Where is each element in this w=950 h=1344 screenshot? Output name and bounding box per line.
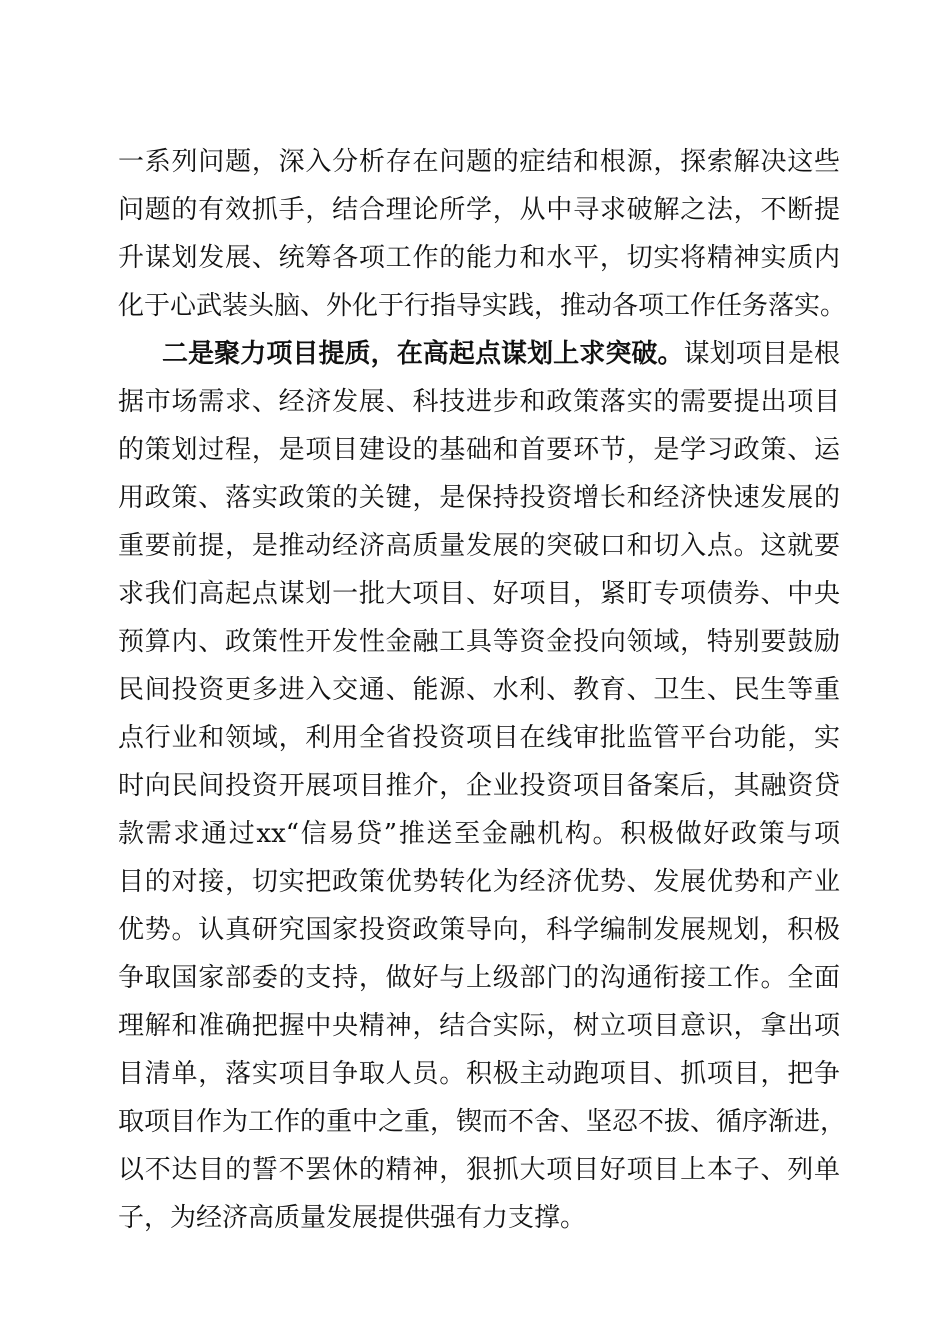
paragraph-line bbox=[118, 1198, 840, 1238]
line-text: 一系列问题，深入分析存在问题的症结和根源，探索解决这些 bbox=[118, 147, 840, 177]
line-text: 化于心武装头脑、外化于行指导实践，推动各项工作任务落实。 bbox=[118, 291, 847, 321]
line-text: 用政策、落实政策的关键，是保持投资增长和经济快速发展的 bbox=[118, 483, 840, 513]
line-text: 谋划项目是根 bbox=[683, 339, 840, 369]
paragraph-line bbox=[118, 862, 840, 902]
paragraph-line bbox=[118, 766, 840, 806]
line-text: 预算内、政策性开发性金融工具等资金投向领域，特别要鼓励 bbox=[118, 627, 840, 657]
paragraph-line bbox=[118, 910, 840, 950]
line-text: 取项目作为工作的重中之重，锲而不舍、坚忍不拔、循序渐进， bbox=[118, 1107, 847, 1137]
paragraph-line bbox=[118, 574, 840, 614]
section-heading: 二是聚力项目提质，在高起点谋划上求突破。 bbox=[162, 339, 684, 369]
line-text: 子，为经济高质量发展提供强有力支撑。 bbox=[118, 1203, 587, 1233]
line-text: 目的对接，切实把政策优势转化为经济优势、发展优势和产业 bbox=[118, 867, 840, 897]
paragraph-line bbox=[118, 526, 840, 566]
paragraph-line bbox=[118, 430, 840, 470]
line-text: 款需求通过xx“信易贷”推送至金融机构。积极做好政策与项 bbox=[118, 819, 840, 849]
line-text: 点行业和领域，利用全省投资项目在线审批监管平台功能，实 bbox=[118, 723, 840, 753]
paragraph-line bbox=[118, 238, 840, 278]
paragraph-line bbox=[118, 622, 840, 662]
paragraph-line bbox=[118, 814, 840, 854]
line-text: 问题的有效抓手，结合理论所学，从中寻求破解之法，不断提 bbox=[118, 195, 840, 225]
paragraph-line bbox=[118, 1150, 840, 1190]
paragraph-line bbox=[162, 334, 840, 374]
paragraph-line bbox=[118, 958, 840, 998]
line-text: 的策划过程，是项目建设的基础和首要环节，是学习政策、运 bbox=[118, 435, 840, 465]
paragraph-line bbox=[118, 286, 847, 326]
line-text: 据市场需求、经济发展、科技进步和政策落实的需要提出项目 bbox=[118, 387, 840, 417]
paragraph-line bbox=[118, 142, 840, 182]
line-text: 求我们高起点谋划一批大项目、好项目，紧盯专项债券、中央 bbox=[118, 579, 840, 609]
line-text: 升谋划发展、统筹各项工作的能力和水平，切实将精神实质内 bbox=[118, 243, 840, 273]
line-text: 以不达目的誓不罢休的精神，狠抓大项目好项目上本子、列单 bbox=[118, 1155, 840, 1185]
paragraph-line bbox=[118, 718, 840, 758]
paragraph-line bbox=[118, 478, 840, 518]
paragraph-line bbox=[118, 670, 840, 710]
line-text: 优势。认真研究国家投资政策导向，科学编制发展规划，积极 bbox=[118, 915, 840, 945]
line-text: 理解和准确把握中央精神，结合实际，树立项目意识，拿出项 bbox=[118, 1011, 840, 1041]
paragraph-line bbox=[118, 1102, 847, 1142]
line-text: 争取国家部委的支持，做好与上级部门的沟通衔接工作。全面 bbox=[118, 963, 840, 993]
line-text: 目清单，落实项目争取人员。积极主动跑项目、抓项目，把争 bbox=[118, 1059, 840, 1089]
paragraph-line bbox=[118, 382, 840, 422]
line-text: 时向民间投资开展项目推介，企业投资项目备案后，其融资贷 bbox=[118, 771, 840, 801]
line-text: 民间投资更多进入交通、能源、水利、教育、卫生、民生等重 bbox=[118, 675, 840, 705]
paragraph-line bbox=[118, 190, 840, 230]
line-text: 重要前提，是推动经济高质量发展的突破口和切入点。这就要 bbox=[118, 531, 840, 561]
paragraph-line bbox=[118, 1006, 840, 1046]
paragraph-line bbox=[118, 1054, 840, 1094]
